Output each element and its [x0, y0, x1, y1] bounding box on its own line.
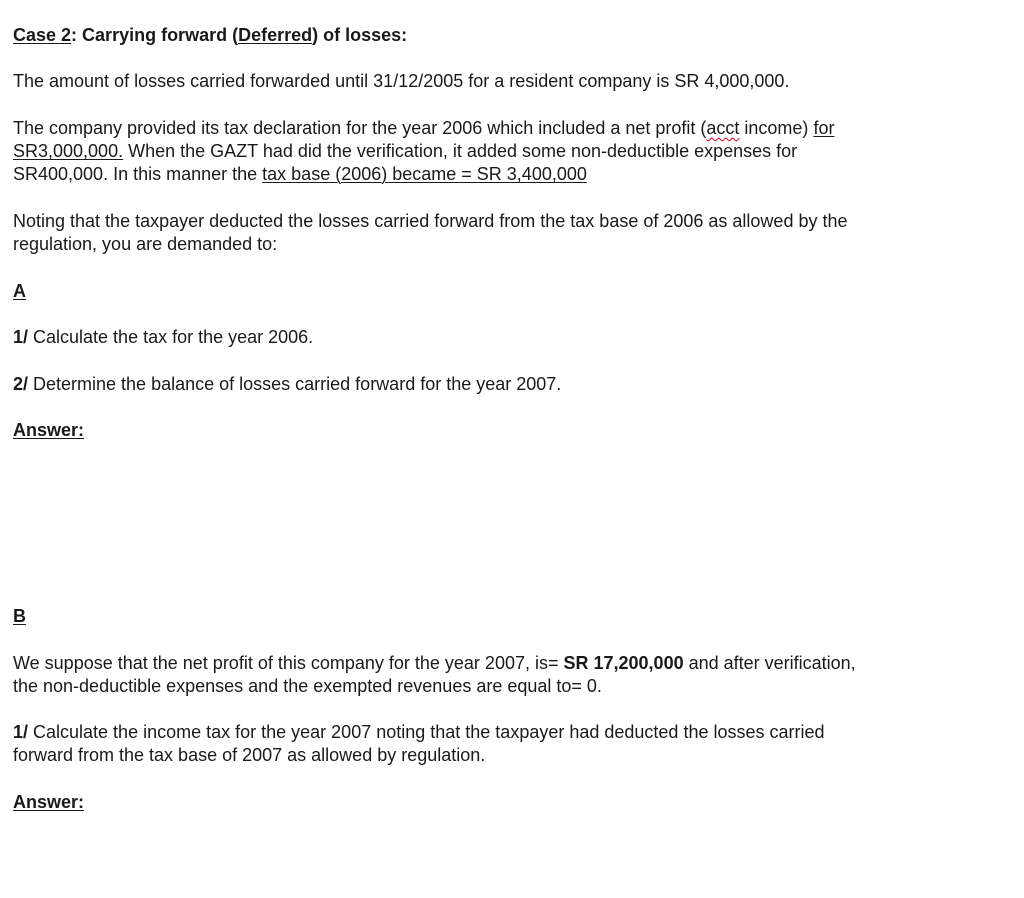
answer-b-label: Answer:: [13, 792, 85, 812]
question-a1-text: Calculate the tax for the year 2006.: [28, 327, 314, 347]
declaration-text-2: income): [739, 118, 814, 138]
declaration-text: The company provided its tax declaration for the year 2006 which included a net profit (: [13, 118, 707, 138]
case-title-part2: ) of losses:: [312, 25, 408, 45]
suppose-text: We suppose that the net profit of this company for the year 2007, is=: [13, 653, 564, 673]
manner-text: SR400,000. In this manner the: [13, 164, 263, 184]
deferred-word: Deferred: [238, 25, 313, 45]
question-a1-number: 1/: [13, 327, 29, 347]
intro-paragraph: The amount of losses carried forwarded until 31/12/2005 for a resident company is SR 4,000,000.: [13, 71, 790, 91]
section-b-paragraph-line-1: [13, 652, 856, 675]
case-label: Case 2: [13, 25, 72, 45]
case-colon: :: [71, 25, 78, 45]
verification-text: When the GAZT had did the verification, it added some non-deductible expenses for: [123, 141, 798, 161]
declaration-line-2: [13, 140, 797, 163]
declaration-line-1: [13, 117, 834, 140]
noting-line-1: Noting that the taxpayer deducted the losses carried forward from the tax base of 2006 as allowed by the: [13, 211, 848, 231]
net-profit-2007: SR 17,200,000: [563, 653, 684, 673]
after-verification-text: and after verification,: [683, 653, 856, 673]
case-title-part1: Carrying forward (: [77, 25, 239, 45]
case-heading: [13, 24, 407, 47]
question-a2: [13, 373, 561, 396]
acct-word: acct: [706, 118, 740, 138]
declaration-line-3: [13, 163, 587, 186]
question-b1-line-2: forward from the tax base of 2007 as allowed by regulation.: [13, 745, 486, 765]
answer-a-label: Answer:: [13, 420, 85, 440]
question-a2-number: 2/: [13, 374, 29, 394]
net-profit-amount: SR3,000,000.: [13, 141, 124, 161]
for-word: for: [813, 118, 835, 138]
question-a1: [13, 326, 313, 349]
section-b-paragraph-line-2: the non-deductible expenses and the exempted revenues are equal to= 0.: [13, 676, 602, 696]
question-b1-line-1: [13, 721, 825, 744]
question-a2-text: Determine the balance of losses carried forward for the year 2007.: [28, 374, 562, 394]
section-b-label: B: [13, 606, 26, 626]
noting-line-2: regulation, you are demanded to:: [13, 234, 278, 254]
section-a-label: A: [13, 281, 26, 301]
tax-base-value: tax base (2006) became = SR 3,400,000: [262, 164, 587, 184]
question-b1-text: Calculate the income tax for the year 2007 noting that the taxpayer had deducted the losses carried: [28, 722, 825, 742]
question-b1-number: 1/: [13, 722, 29, 742]
